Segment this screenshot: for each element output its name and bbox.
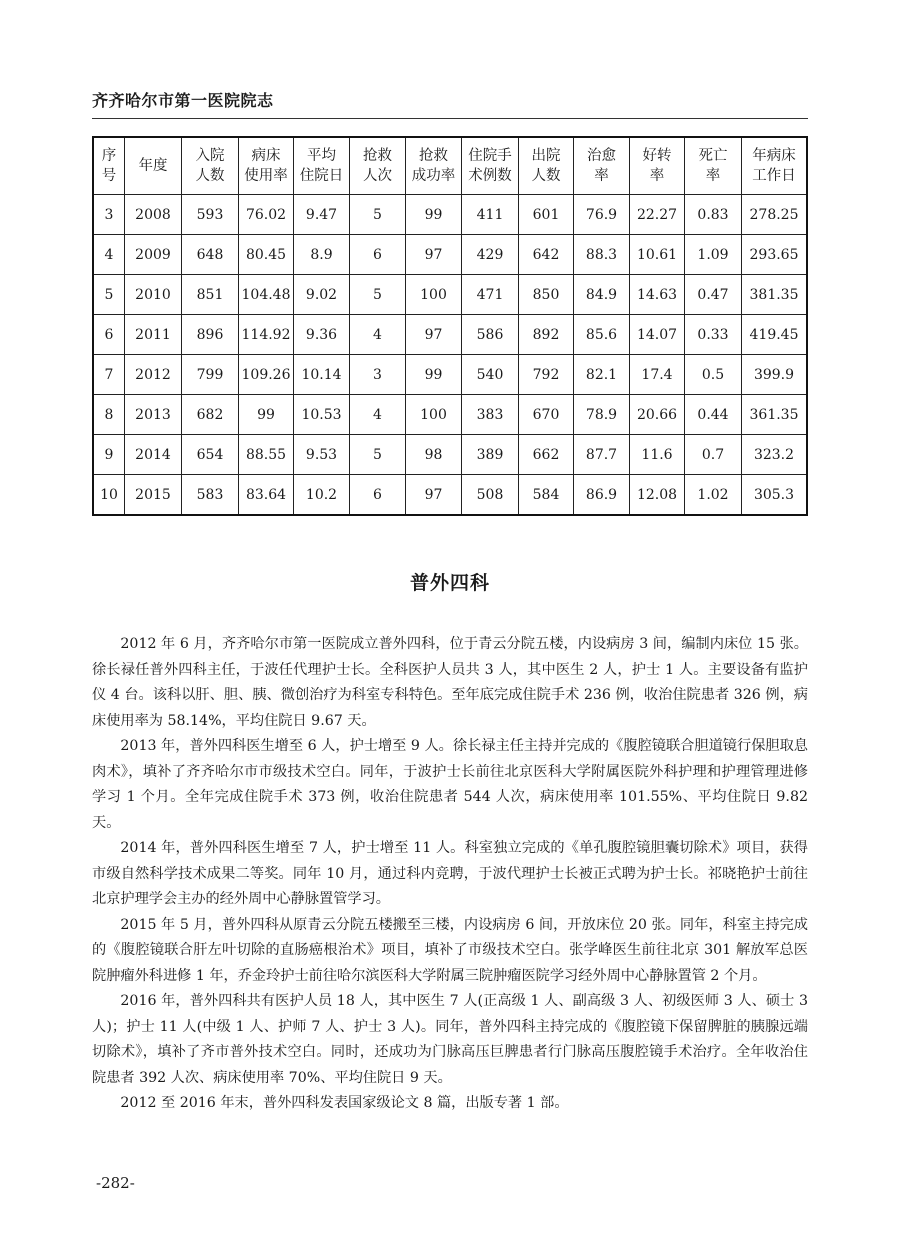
- table-row: [93, 235, 807, 275]
- table-cell: 411: [462, 195, 519, 235]
- table-cell: 10.2: [294, 475, 350, 516]
- table-cell: 642: [519, 235, 574, 275]
- table-cell: 10: [93, 475, 125, 516]
- table-cell: 1.09: [685, 235, 742, 275]
- table-cell: 10.61: [630, 235, 685, 275]
- table-cell: 78.9: [574, 395, 630, 435]
- table-cell: 2008: [125, 195, 182, 235]
- column-header: 病床 使用率: [239, 137, 294, 195]
- table-cell: 9.36: [294, 315, 350, 355]
- statistics-table: [92, 136, 808, 516]
- table-cell: 0.7: [685, 435, 742, 475]
- table-cell: 4: [93, 235, 125, 275]
- table-cell: 2010: [125, 275, 182, 315]
- table-cell: 97: [406, 235, 462, 275]
- table-cell: 2015: [125, 475, 182, 516]
- column-header: 抢救 人次: [350, 137, 406, 195]
- table-cell: 80.45: [239, 235, 294, 275]
- table-cell: 323.2: [742, 435, 808, 475]
- table-cell: 305.3: [742, 475, 808, 516]
- table-cell: 1.02: [685, 475, 742, 516]
- table-cell: 896: [182, 315, 239, 355]
- table-cell: 381.35: [742, 275, 808, 315]
- table-cell: 20.66: [630, 395, 685, 435]
- table-cell: 648: [182, 235, 239, 275]
- table-cell: 383: [462, 395, 519, 435]
- paragraph: 2012 年 6 月，齐齐哈尔市第一医院成立普外四科，位于青云分院五楼，内设病房 3 间，编制内床位 15 张。徐长禄任普外四科主任，于波任代理护士长。全科医护人员共 3 人，其中医生 2 人，护士 1 人。主要设备有监护仪 4 台。该科以肝、胆、胰、微创治疗为科室专科特色。至年底完成住院手术 236 例，收治住院患者 326 例，病床使用率为 58.14%，平均住院日 9.67 天。: [92, 636, 808, 729]
- running-header: 齐齐哈尔市第一医院院志: [92, 91, 274, 110]
- page-number: -282-: [96, 1174, 135, 1192]
- column-header: 好转 率: [630, 137, 685, 195]
- table-cell: 540: [462, 355, 519, 395]
- column-header: 平均 住院日: [294, 137, 350, 195]
- table-cell: 6: [350, 235, 406, 275]
- table-cell: 601: [519, 195, 574, 235]
- table-cell: 6: [350, 475, 406, 516]
- table-cell: 83.64: [239, 475, 294, 516]
- column-header: 年度: [125, 137, 182, 195]
- table-cell: 84.9: [574, 275, 630, 315]
- column-header: 入院 人数: [182, 137, 239, 195]
- table-cell: 2011: [125, 315, 182, 355]
- table-cell: 100: [406, 395, 462, 435]
- table-cell: 9.02: [294, 275, 350, 315]
- table-cell: 9.47: [294, 195, 350, 235]
- table-cell: 4: [350, 395, 406, 435]
- table-cell: 682: [182, 395, 239, 435]
- column-header: 死亡 率: [685, 137, 742, 195]
- table-cell: 583: [182, 475, 239, 516]
- table-cell: 100: [406, 275, 462, 315]
- table-cell: 14.63: [630, 275, 685, 315]
- table-cell: 278.25: [742, 195, 808, 235]
- table-cell: 104.48: [239, 275, 294, 315]
- section-body: [92, 632, 808, 1117]
- table-cell: 97: [406, 315, 462, 355]
- table-cell: 114.92: [239, 315, 294, 355]
- table-cell: 5: [350, 195, 406, 235]
- column-header: 年病床 工作日: [742, 137, 808, 195]
- table-cell: 17.4: [630, 355, 685, 395]
- table-cell: 586: [462, 315, 519, 355]
- table-cell: 2012: [125, 355, 182, 395]
- table-cell: 389: [462, 435, 519, 475]
- table-cell: 3: [93, 195, 125, 235]
- table-cell: 799: [182, 355, 239, 395]
- table-cell: 0.33: [685, 315, 742, 355]
- table-body: [93, 195, 807, 516]
- table-cell: 7: [93, 355, 125, 395]
- table-cell: 10.53: [294, 395, 350, 435]
- table-row: [93, 275, 807, 315]
- header-rule: [92, 118, 808, 119]
- table-cell: 293.65: [742, 235, 808, 275]
- table-row: [93, 355, 807, 395]
- table-row: [93, 435, 807, 475]
- table-cell: 361.35: [742, 395, 808, 435]
- table-cell: 0.5: [685, 355, 742, 395]
- table-cell: 8.9: [294, 235, 350, 275]
- table-cell: 2014: [125, 435, 182, 475]
- paragraph: 2015 年 5 月，普外四科从原青云分院五楼搬至三楼，内设病房 6 间，开放床位 20 张。同年，科室主持完成的《腹腔镜联合肝左叶切除的直肠癌根治术》项目，填补了市级技术空白。张学峰医生前往北京 301 解放军总医院肿瘤外科进修 1 年，乔金玲护士前往哈尔滨医科大学附属三院肿瘤医院学习经外周中心静脉置管 2 个月。: [92, 916, 808, 984]
- table-cell: 0.47: [685, 275, 742, 315]
- section-title: 普外四科: [409, 572, 490, 594]
- table-cell: 2009: [125, 235, 182, 275]
- table-cell: 508: [462, 475, 519, 516]
- table-row: [93, 195, 807, 235]
- table-cell: 5: [93, 275, 125, 315]
- table-cell: 892: [519, 315, 574, 355]
- table-cell: 88.3: [574, 235, 630, 275]
- table-cell: 98: [406, 435, 462, 475]
- table-cell: 99: [406, 355, 462, 395]
- table-cell: 6: [93, 315, 125, 355]
- table-cell: 0.44: [685, 395, 742, 435]
- table-cell: 429: [462, 235, 519, 275]
- table-cell: 82.1: [574, 355, 630, 395]
- table-cell: 10.14: [294, 355, 350, 395]
- column-header: 治愈 率: [574, 137, 630, 195]
- table-cell: 792: [519, 355, 574, 395]
- table-cell: 851: [182, 275, 239, 315]
- table-cell: 11.6: [630, 435, 685, 475]
- table-cell: 22.27: [630, 195, 685, 235]
- table-cell: 5: [350, 435, 406, 475]
- column-header: 序 号: [93, 137, 125, 195]
- paragraph: 2014 年，普外四科医生增至 7 人，护士增至 11 人。科室独立完成的《单孔腹腔镜胆囊切除术》项目，获得市级自然科学技术成果二等奖。同年 10 月，通过科内竞聘，于波代理护士长被正式聘为护士长。祁晓艳护士前往北京护理学会主办的经外周中心静脉置管学习。: [92, 840, 808, 907]
- table-cell: 654: [182, 435, 239, 475]
- table-cell: 471: [462, 275, 519, 315]
- table-cell: 662: [519, 435, 574, 475]
- paragraph: 2016 年，普外四科共有医护人员 18 人，其中医生 7 人(正高级 1 人、副高级 3 人、初级医师 3 人、硕士 3 人)；护士 11 人(中级 1 人、护师 7 人、护士 3 人)。同年，普外四科主持完成的《腹腔镜下保留脾脏的胰腺远端切除术》，填补了齐市普外技术空白。同时，还成功为门脉高压巨脾患者行门脉高压腹腔镜手术治疗。全年收治住院患者 392 人次、病床使用率 70%、平均住院日 9 天。: [92, 993, 808, 1086]
- table-cell: 419.45: [742, 315, 808, 355]
- table-cell: 12.08: [630, 475, 685, 516]
- table-cell: 109.26: [239, 355, 294, 395]
- table-cell: 850: [519, 275, 574, 315]
- table-cell: 5: [350, 275, 406, 315]
- table-cell: 9: [93, 435, 125, 475]
- table-cell: 86.9: [574, 475, 630, 516]
- table-cell: 76.02: [239, 195, 294, 235]
- table-cell: 76.9: [574, 195, 630, 235]
- table-cell: 85.6: [574, 315, 630, 355]
- table-cell: 4: [350, 315, 406, 355]
- table-cell: 670: [519, 395, 574, 435]
- table-cell: 97: [406, 475, 462, 516]
- table-row: [93, 315, 807, 355]
- column-header: 住院手 术例数: [462, 137, 519, 195]
- table-cell: 99: [406, 195, 462, 235]
- table-cell: 593: [182, 195, 239, 235]
- table-row: [93, 475, 807, 516]
- paragraph: 2013 年，普外四科医生增至 6 人，护士增至 9 人。徐长禄主任主持并完成的《腹腔镜联合胆道镜行保胆取息肉术》，填补了齐齐哈尔市市级技术空白。同年，于波护士长前往北京医科大学附属医院外科护理和护理管理进修学习 1 个月。全年完成住院手术 373 例，收治住院患者 544 人次，病床使用率 101.55%、平均住院日 9.82 天。: [92, 738, 808, 831]
- column-header: 抢救 成功率: [406, 137, 462, 195]
- table-cell: 87.7: [574, 435, 630, 475]
- paragraph: 2012 至 2016 年末，普外四科发表国家级论文 8 篇，出版专著 1 部。: [120, 1095, 569, 1111]
- table-cell: 8: [93, 395, 125, 435]
- table-cell: 399.9: [742, 355, 808, 395]
- table-cell: 88.55: [239, 435, 294, 475]
- table-cell: 9.53: [294, 435, 350, 475]
- table-cell: 99: [239, 395, 294, 435]
- table-cell: 584: [519, 475, 574, 516]
- table-row: [93, 395, 807, 435]
- table-cell: 0.83: [685, 195, 742, 235]
- table-cell: 3: [350, 355, 406, 395]
- column-header: 出院 人数: [519, 137, 574, 195]
- table-cell: 2013: [125, 395, 182, 435]
- table-header-row: [93, 137, 807, 195]
- table-cell: 14.07: [630, 315, 685, 355]
